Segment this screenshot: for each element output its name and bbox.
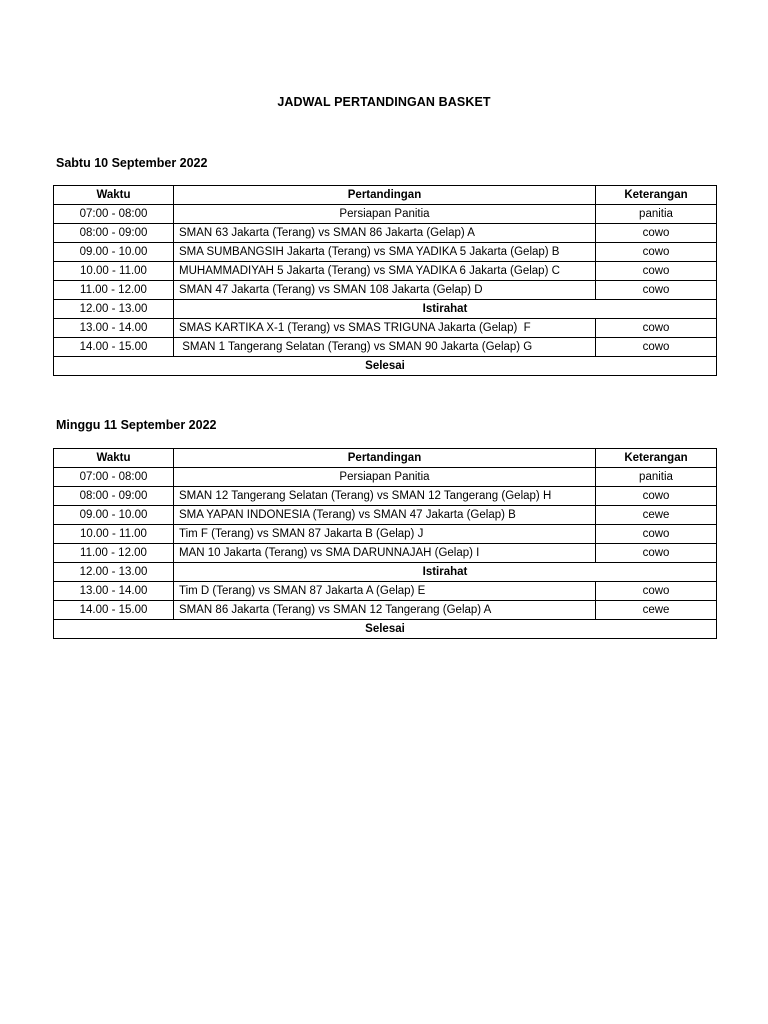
row-note: cowo [596,582,717,601]
row-match: SMA YAPAN INDONESIA (Terang) vs SMAN 47 Jakarta (Gelap) B [174,506,596,525]
row-note: cowo [596,487,717,506]
row-note: cowo [596,319,717,338]
row-match: Tim D (Terang) vs SMAN 87 Jakarta A (Gelap) E [174,582,596,601]
row-match: MUHAMMADIYAH 5 Jakarta (Terang) vs SMA YADIKA 6 Jakarta (Gelap) C [174,262,596,281]
day2-schedule-table [53,448,717,639]
table-row [54,281,717,300]
break-row [54,300,717,319]
table-row [54,468,717,487]
row-time: 10.00 - 11.00 [54,525,174,544]
row-note: cowo [596,224,717,243]
row-time: 14.00 - 15.00 [54,601,174,620]
table-row [54,582,717,601]
row-note: cowo [596,243,717,262]
footer-row [54,620,717,639]
row-time: 12.00 - 13.00 [54,563,174,582]
table-header-row [54,186,717,205]
table-row [54,338,717,357]
row-note: cewe [596,506,717,525]
row-time: 09.00 - 10.00 [54,506,174,525]
table-row [54,224,717,243]
header-match: Pertandingan [174,186,596,205]
row-time: 13.00 - 14.00 [54,582,174,601]
table-row [54,205,717,224]
table-row [54,319,717,338]
row-note: panitia [596,468,717,487]
row-time: 14.00 - 15.00 [54,338,174,357]
row-time: 09.00 - 10.00 [54,243,174,262]
day1-schedule-table [53,185,717,376]
footer-label: Selesai [54,357,717,376]
footer-row [54,357,717,376]
table-row [54,487,717,506]
row-time: 10.00 - 11.00 [54,262,174,281]
header-match: Pertandingan [174,449,596,468]
row-note: cowo [596,544,717,563]
header-note: Keterangan [596,449,717,468]
row-match: MAN 10 Jakarta (Terang) vs SMA DARUNNAJAH (Gelap) I [174,544,596,563]
row-match: Persiapan Panitia [174,205,596,224]
row-note: cowo [596,281,717,300]
row-match: Tim F (Terang) vs SMAN 87 Jakarta B (Gelap) J [174,525,596,544]
table-row [54,506,717,525]
row-match: SMA SUMBANGSIH Jakarta (Terang) vs SMA YADIKA 5 Jakarta (Gelap) B [174,243,596,262]
row-match: SMAN 12 Tangerang Selatan (Terang) vs SMAN 12 Tangerang (Gelap) H [174,487,596,506]
header-time: Waktu [54,449,174,468]
header-note: Keterangan [596,186,717,205]
row-match: SMAS KARTIKA X-1 (Terang) vs SMAS TRIGUNA Jakarta (Gelap) F [174,319,596,338]
table-row [54,262,717,281]
row-time: 07:00 - 08:00 [54,468,174,487]
row-time: 13.00 - 14.00 [54,319,174,338]
row-match: SMAN 1 Tangerang Selatan (Terang) vs SMAN 90 Jakarta (Gelap) G [174,338,596,357]
row-match: SMAN 63 Jakarta (Terang) vs SMAN 86 Jakarta (Gelap) A [174,224,596,243]
day2-heading: Minggu 11 September 2022 [56,418,217,432]
break-label: Istirahat [174,563,717,582]
table-row [54,601,717,620]
row-time: 07:00 - 08:00 [54,205,174,224]
row-time: 08:00 - 09:00 [54,487,174,506]
break-label: Istirahat [174,300,717,319]
row-note: panitia [596,205,717,224]
row-time: 11.00 - 12.00 [54,544,174,563]
document-title: JADWAL PERTANDINGAN BASKET [277,95,491,109]
row-note: cowo [596,525,717,544]
row-time: 11.00 - 12.00 [54,281,174,300]
table-row [54,243,717,262]
table-row [54,525,717,544]
table-row [54,544,717,563]
row-match: Persiapan Panitia [174,468,596,487]
footer-label: Selesai [54,620,717,639]
table-header-row [54,449,717,468]
header-time: Waktu [54,186,174,205]
row-note: cewe [596,601,717,620]
row-match: SMAN 86 Jakarta (Terang) vs SMAN 12 Tangerang (Gelap) A [174,601,596,620]
day1-heading: Sabtu 10 September 2022 [56,156,208,170]
row-note: cowo [596,338,717,357]
row-match: SMAN 47 Jakarta (Terang) vs SMAN 108 Jakarta (Gelap) D [174,281,596,300]
row-time: 08:00 - 09:00 [54,224,174,243]
row-time: 12.00 - 13.00 [54,300,174,319]
row-note: cowo [596,262,717,281]
break-row [54,563,717,582]
